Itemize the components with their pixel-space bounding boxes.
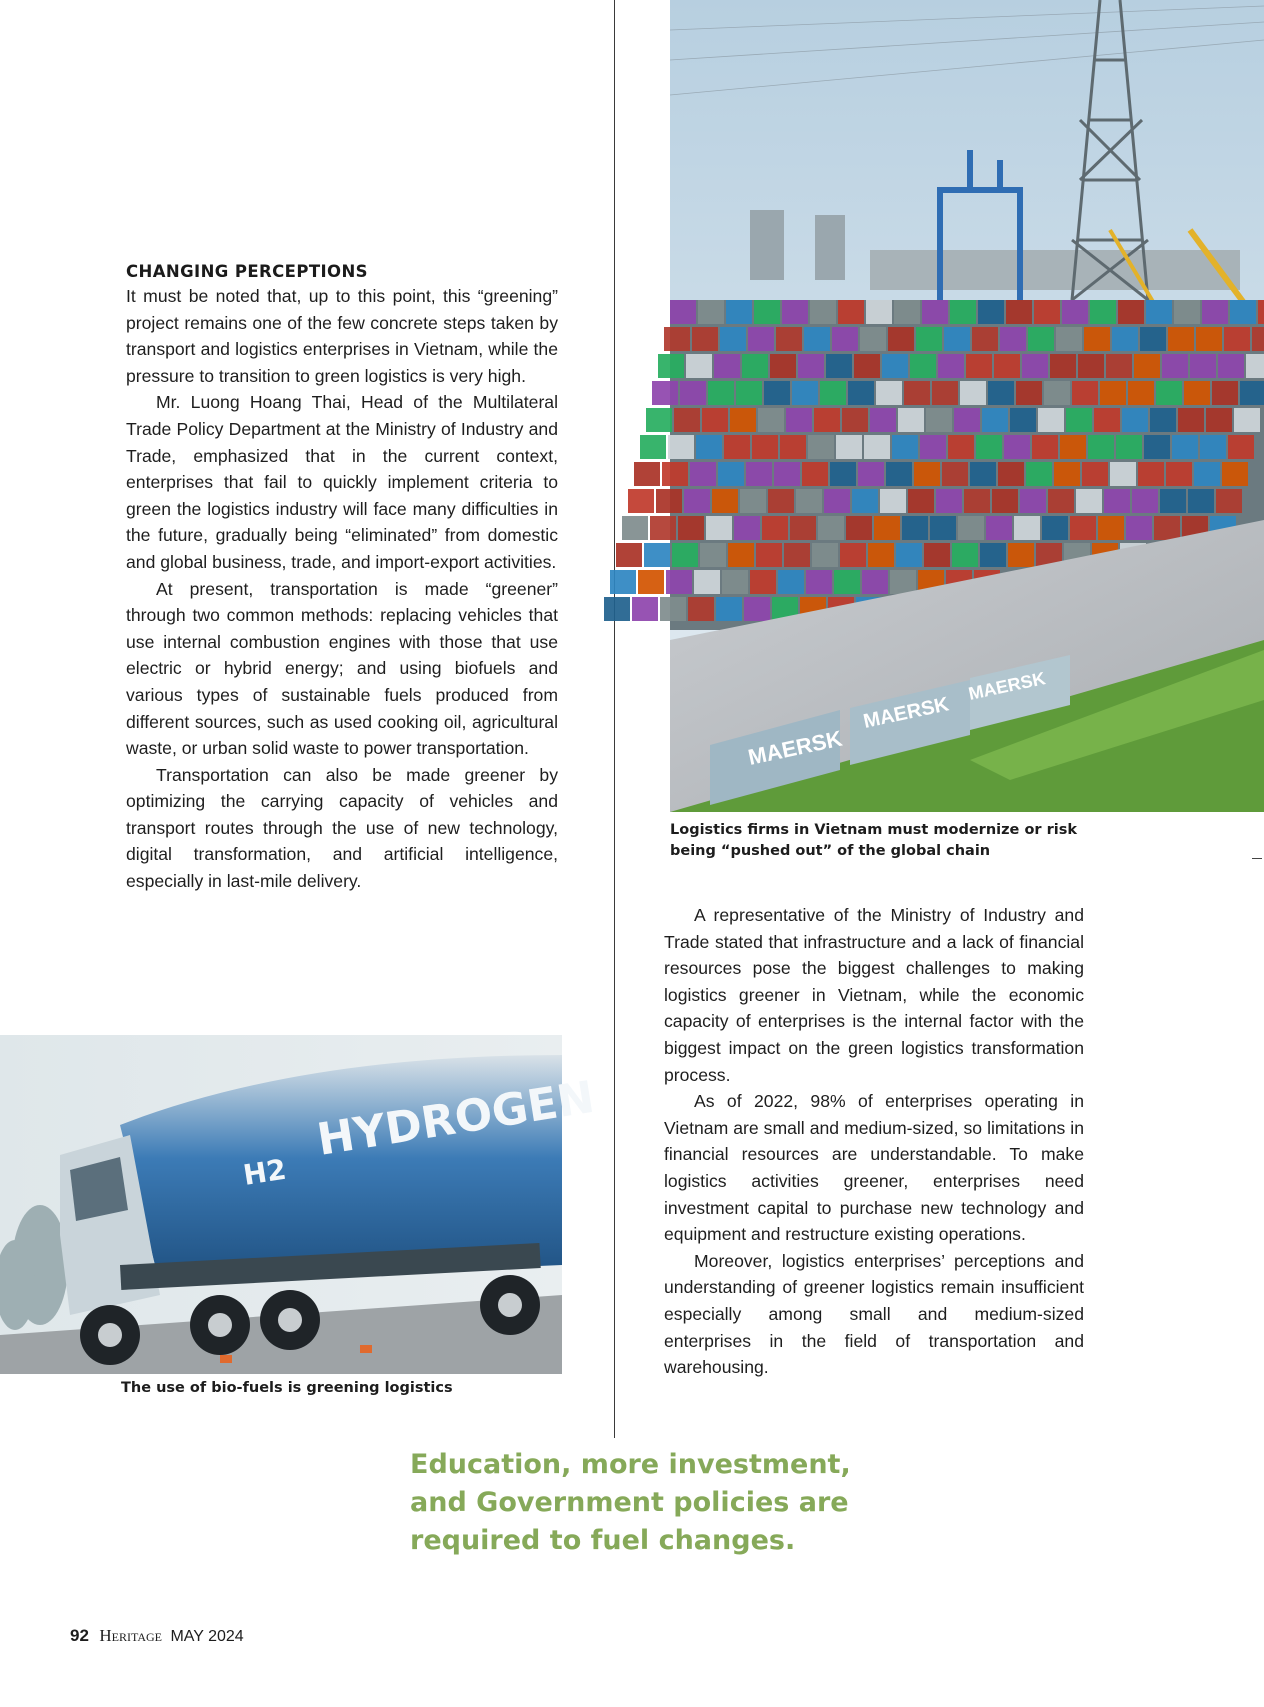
page-footer: [70, 1626, 244, 1646]
issue-date: MAY 2024: [170, 1628, 244, 1645]
left-paragraph-1: It must be noted that, up to this point, this “greening” project remains one of the few concrete steps taken by transport and logistics enterprises in Vietnam, while the pressure to transition to green logistics is very high.: [126, 286, 558, 386]
page-number: 92: [70, 1626, 89, 1645]
section-heading: CHANGING PERCEPTIONS: [126, 262, 368, 281]
right-paragraph-2: As of 2022, 98% of enterprises operating in Vietnam are small and medium-sized, so limitations in financial resources are understandable. To make logistics activities greener, enterprises need investment capital to purchase new technology and equipment and restructure existing operations.: [664, 1091, 1084, 1245]
tank-h2-symbol: H2: [240, 1152, 289, 1192]
maersk-label-3: MAERSK: [966, 668, 1048, 704]
right-paragraph-3: Moreover, logistics enterprises’ perceptions and understanding of greener logistics remain insufficient especially among small and medium-sized enterprises in the field of transportation and warehousing.: [664, 1250, 1084, 1378]
hydrogen-truck-photo: [0, 1035, 598, 1374]
left-paragraph-4: Transportation can also be made greener by optimizing the carrying capacity of vehicles and transport routes through the use of new technology, digital transformation, and artificial intelligence, especially in last-mile delivery.: [126, 764, 558, 892]
right-paragraph-1: A representative of the Ministry of Industry and Trade stated that infrastructure and a lack of financial resources pose the biggest challenges to making logistics greener in Vietnam, while the economic capacity of enterprises is the internal factor with the biggest impact on the green logistics transformation process.: [664, 905, 1084, 1085]
column-divider: [614, 0, 615, 1438]
edge-mark: [1252, 858, 1262, 859]
maersk-label-2: MAERSK: [861, 693, 951, 733]
right-column: [664, 902, 1084, 1381]
tank-hydrogen-text: HYDROGEN: [313, 1071, 598, 1166]
pull-quote: Education, more investment, and Government policies are required to fuel changes.: [410, 1449, 851, 1556]
port-photo-caption: Logistics firms in Vietnam must modernize or risk being “pushed out” of the global chain: [670, 822, 1077, 859]
maersk-label-1: MAERSK: [745, 725, 845, 770]
container-port-photo: [670, 0, 1264, 812]
left-paragraph-2: Mr. Luong Hoang Thai, Head of the Multilateral Trade Policy Department at the Ministry of Industry and Trade, emphasized that in the current context, enterprises that fail to quickly implement criteria to green the logistics industry will face many difficulties in the future, gradually being “eliminated” from domestic and global business, trade, and import-export activities.: [126, 392, 558, 572]
left-paragraph-3: At present, transportation is made “greener” through two common methods: replacing vehicles that use internal combustion engines with those that use electric or hybrid energy; and using biofuels and various types of sustainable fuels produced from different sources, such as used cooking oil, agricultural waste, or urban solid waste to power transportation.: [126, 578, 558, 759]
magazine-name: Heritage: [99, 1626, 163, 1645]
left-column: [126, 262, 558, 895]
truck-photo-caption: The use of bio-fuels is greening logistics: [121, 1380, 453, 1396]
